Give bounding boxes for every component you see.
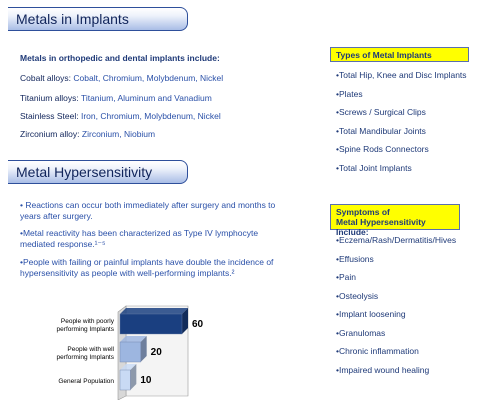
list-item: •Effusions bbox=[336, 253, 374, 264]
symptoms-title bbox=[330, 204, 460, 237]
metal-name: Zirconium alloy: bbox=[20, 129, 80, 139]
list-item: •Spine Rods Connectors bbox=[336, 144, 429, 154]
metal-elements: Titanium, Aluminum and Vanadium bbox=[80, 93, 212, 103]
section-title: Metal Hypersensitivity bbox=[16, 164, 153, 180]
list-item: •Impaired wound healing bbox=[336, 364, 430, 375]
metal-name: Stainless Steel: bbox=[20, 111, 79, 121]
bar bbox=[120, 314, 182, 334]
metal-row-cobalt bbox=[20, 73, 223, 83]
list-item: •Pain bbox=[336, 272, 356, 282]
metal-name: Titanium alloys: bbox=[20, 93, 79, 103]
metal-row-titanium bbox=[20, 93, 212, 103]
section-title: Metals in Implants bbox=[16, 11, 129, 27]
symptoms-title-line1: Symptoms of bbox=[336, 207, 390, 217]
metal-hypersensitivity-header bbox=[8, 160, 188, 184]
metal-elements: Iron, Chromium, Molybdenum, Nickel bbox=[80, 111, 221, 121]
list-item: •Chronic inflammation bbox=[336, 346, 419, 356]
bar-top bbox=[120, 308, 188, 314]
symptoms-title-line2: Metal Hypersensitivity Include: bbox=[336, 217, 426, 237]
metals-intro-text: Metals in orthopedic and dental implants include: bbox=[20, 53, 220, 63]
list-item: •Total Hip, Knee and Disc Implants bbox=[336, 70, 467, 80]
types-of-implants-title: Types of Metal Implants bbox=[330, 47, 469, 62]
category-label: People with poorly performing Implants bbox=[56, 318, 114, 333]
bar bbox=[120, 370, 130, 390]
list-item: •Granulomas bbox=[336, 327, 386, 338]
list-item: •Total Joint Implants bbox=[336, 162, 412, 173]
metal-elements: Zirconium, Niobium bbox=[81, 129, 156, 139]
hypersensitivity-bullets bbox=[20, 200, 280, 285]
bar bbox=[120, 342, 141, 362]
list-item: •Implant loosening bbox=[336, 309, 406, 319]
list-item: •Eczema/Rash/Dermatitis/Hives bbox=[336, 235, 457, 245]
metal-name: Cobalt alloys: bbox=[20, 73, 72, 83]
category-label: General Population bbox=[58, 378, 114, 385]
list-item: •Osteolysis bbox=[336, 290, 379, 301]
hypersensitivity-bar-chart bbox=[0, 300, 230, 400]
metal-elements: Cobalt, Chromium, Molybdenum, Nickel bbox=[73, 73, 224, 83]
list-item: •Plates bbox=[336, 88, 363, 99]
metals-in-implants-header bbox=[8, 7, 188, 31]
types-of-implants-list bbox=[336, 70, 467, 181]
bar-value-label: 10 bbox=[140, 375, 152, 386]
bullet-item: •People with failing or painful implants have double the incidence of hypersensitivity as people with well-performing implants.² bbox=[20, 257, 274, 278]
metal-row-zirconium bbox=[20, 129, 155, 139]
list-item: •Screws / Surgical Clips bbox=[336, 107, 426, 117]
bullet-item: •Metal reactivity has been characterized as Type IV lymphocyte mediated response.¹⁻⁵ bbox=[20, 228, 259, 249]
bullet-item: • Reactions can occur both immediately after surgery and months to years after surgery. bbox=[20, 200, 276, 221]
category-label: People with well performing Implants bbox=[56, 346, 114, 361]
bar-value-label: 60 bbox=[192, 319, 204, 330]
metal-row-stainless-steel bbox=[20, 111, 221, 121]
bar-value-label: 20 bbox=[150, 347, 162, 358]
list-item: •Total Mandibular Joints bbox=[336, 125, 426, 136]
symptoms-list bbox=[336, 235, 456, 383]
